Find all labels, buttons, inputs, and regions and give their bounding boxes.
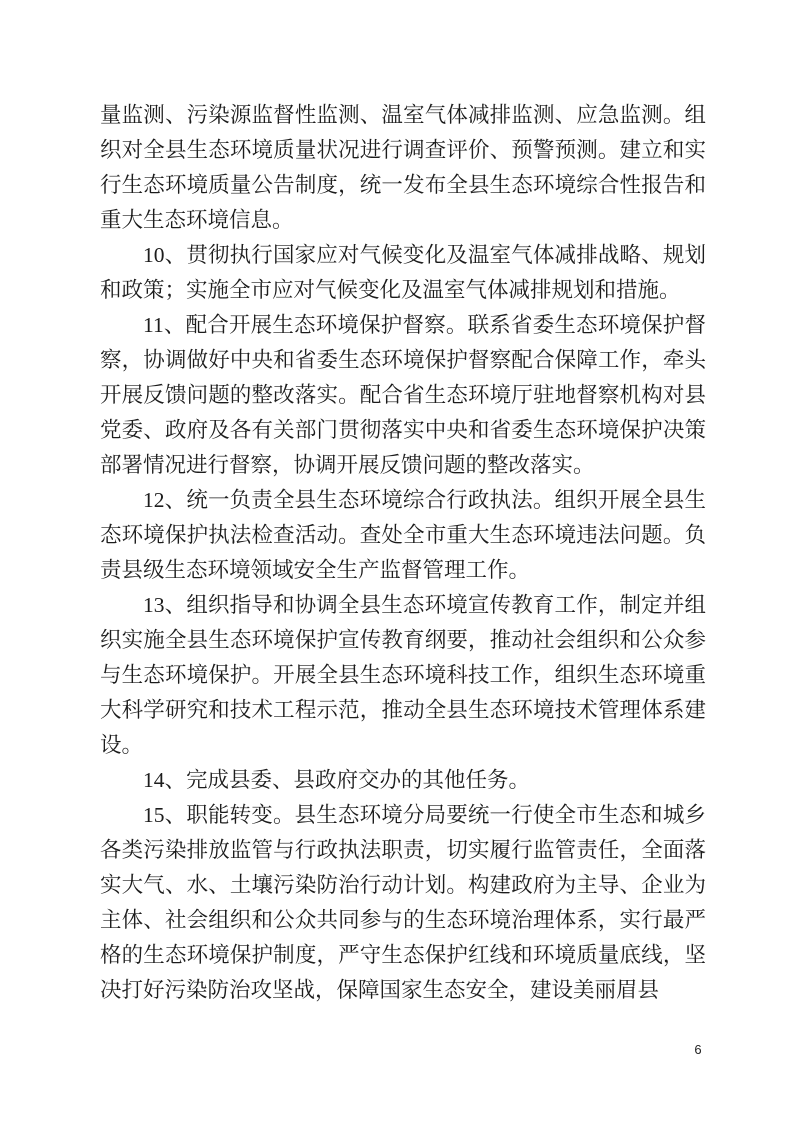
paragraph-item-11: 11、配合开展生态环境保护督察。联系省委生态环境保护督察，协调做好中央和省委生态环境保护督察配合保障工作，牵头开展反馈问题的整改落实。配合省生态环境厅驻地督察机构对县党委、政府及各有关部门贯彻落实中央和省委生态环境保护决策部署情况进行督察，协调开展反馈问题的整改落实。: [100, 313, 706, 477]
paragraph-item-15: 15、职能转变。县生态环境分局要统一行使全市生态和城乡各类污染排放监管与行政执法职责，切实履行监管责任，全面落实大气、水、土壤污染防治行动计划。构建政府为主导、企业为主体、社会组织和公众共同参与的生态环境治理体系，实行最严格的生态环境保护制度，严守生态保护红线和环境质量底线，坚决打好污染防治攻坚战，保障国家生态安全，建设美丽眉县: [100, 803, 706, 1002]
paragraph-item-14: 14、完成县委、县政府交办的其他任务。: [143, 768, 531, 792]
paragraph-item-13: 13、组织指导和协调全县生态环境宣传教育工作，制定并组织实施全县生态环境保护宣传教育纲要，推动社会组织和公众参与生态环境保护。开展全县生态环境科技工作，组织生态环境重大科学研究和技术工程示范，推动全县生态环境技术管理体系建设。: [100, 593, 706, 757]
paragraph-item-12: 12、统一负责全县生态环境综合行政执法。组织开展全县生态环境保护执法检查活动。查处全市重大生态环境违法问题。负责县级生态环境领域安全生产监督管理工作。: [100, 488, 706, 582]
paragraph-item-10: 10、贯彻执行国家应对气候变化及温室气体减排战略、规划和政策；实施全市应对气候变化及温室气体减排规划和措施。: [100, 243, 706, 302]
page-number: 6: [694, 1042, 702, 1057]
document-body: [100, 98, 706, 1008]
paragraph-continuation: 量监测、污染源监督性监测、温室气体减排监测、应急监测。组织对全县生态环境质量状况进行调查评价、预警预测。建立和实行生态环境质量公告制度，统一发布全县生态环境综合性报告和重大生态环境信息。: [100, 103, 706, 232]
